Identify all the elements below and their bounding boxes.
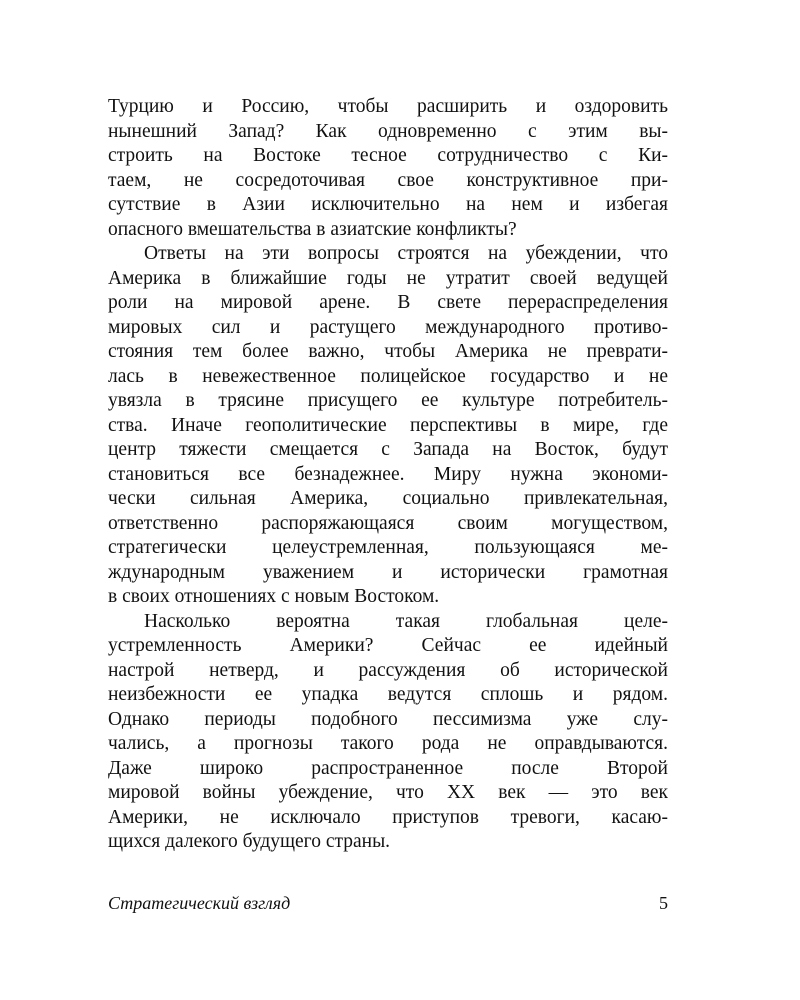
text-line: ответственно распоряжающаяся своим могуществом,	[108, 512, 668, 534]
running-title: Стратегический взгляд	[108, 893, 291, 913]
text-line: устремленность Америки? Сейчас ее идейный	[108, 635, 668, 656]
text-line: Насколько вероятна такая глобальная целе-	[144, 610, 668, 632]
text-line: строить на Востоке тесное сотрудничество с Ки-	[108, 145, 668, 166]
text-line: нынешний Запад? Как одновременно с этим вы-	[108, 120, 668, 142]
text-line: становиться все безнадежнее. Миру нужна экономи-	[108, 463, 668, 485]
text-line: таем, не сосредоточивая свое конструктивное при-	[108, 169, 668, 191]
paragraph	[108, 610, 668, 855]
text-line: увязла в трясине присущего ее культуре потребитель-	[108, 390, 668, 411]
text-line: Турцию и Россию, чтобы расширить и оздоровить	[108, 96, 668, 117]
text-line: роли на мировой арене. В свете перераспределения	[108, 292, 668, 313]
text-line: чески сильная Америка, социально привлекательная,	[108, 488, 668, 509]
paragraph	[108, 95, 668, 242]
text-line: центр тяжести смещается с Запада на Восток, будут	[108, 439, 668, 460]
page-body	[108, 95, 668, 855]
text-line: Америка в ближайшие годы не утратит своей ведущей	[108, 267, 668, 289]
text-line: чались, а прогнозы такого рода не оправдываются.	[108, 733, 668, 754]
text-line: настрой нетверд, и рассуждения об исторической	[108, 659, 668, 681]
text-line: опасного вмешательства в азиатские конфликты?	[108, 218, 517, 240]
text-line: неизбежности ее упадка ведутся сплошь и рядом.	[108, 684, 668, 705]
text-line: в своих отношениях с новым Востоком.	[108, 586, 440, 607]
text-line: ства. Иначе геополитические перспективы в мире, где	[108, 414, 668, 436]
text-line: мировых сил и растущего международного противо-	[108, 316, 668, 338]
text-line: Америки, не исключало приступов тревоги, касаю-	[108, 806, 668, 828]
text-line: стратегически целеустремленная, пользующаяся ме-	[108, 537, 668, 558]
page-footer	[108, 890, 668, 916]
text-line: лась в невежественное полицейское государство и не	[108, 365, 668, 387]
text-line: сутствие в Азии исключительно на нем и избегая	[108, 194, 668, 215]
text-line: Даже широко распространенное после Второй	[108, 757, 668, 779]
text-line: ждународным уважением и исторически грамотная	[108, 561, 668, 583]
text-line: Однако периоды подобного пессимизма уже слу-	[108, 708, 668, 730]
text-line: мировой войны убеждение, что XX век — это век	[108, 782, 668, 803]
paragraph	[108, 242, 668, 610]
page-number: 5	[659, 893, 668, 913]
text-line: щихся далекого будущего страны.	[108, 831, 391, 852]
text-line: Ответы на эти вопросы строятся на убеждении, что	[144, 243, 668, 264]
text-line: стояния тем более важно, чтобы Америка не преврати-	[108, 341, 668, 362]
